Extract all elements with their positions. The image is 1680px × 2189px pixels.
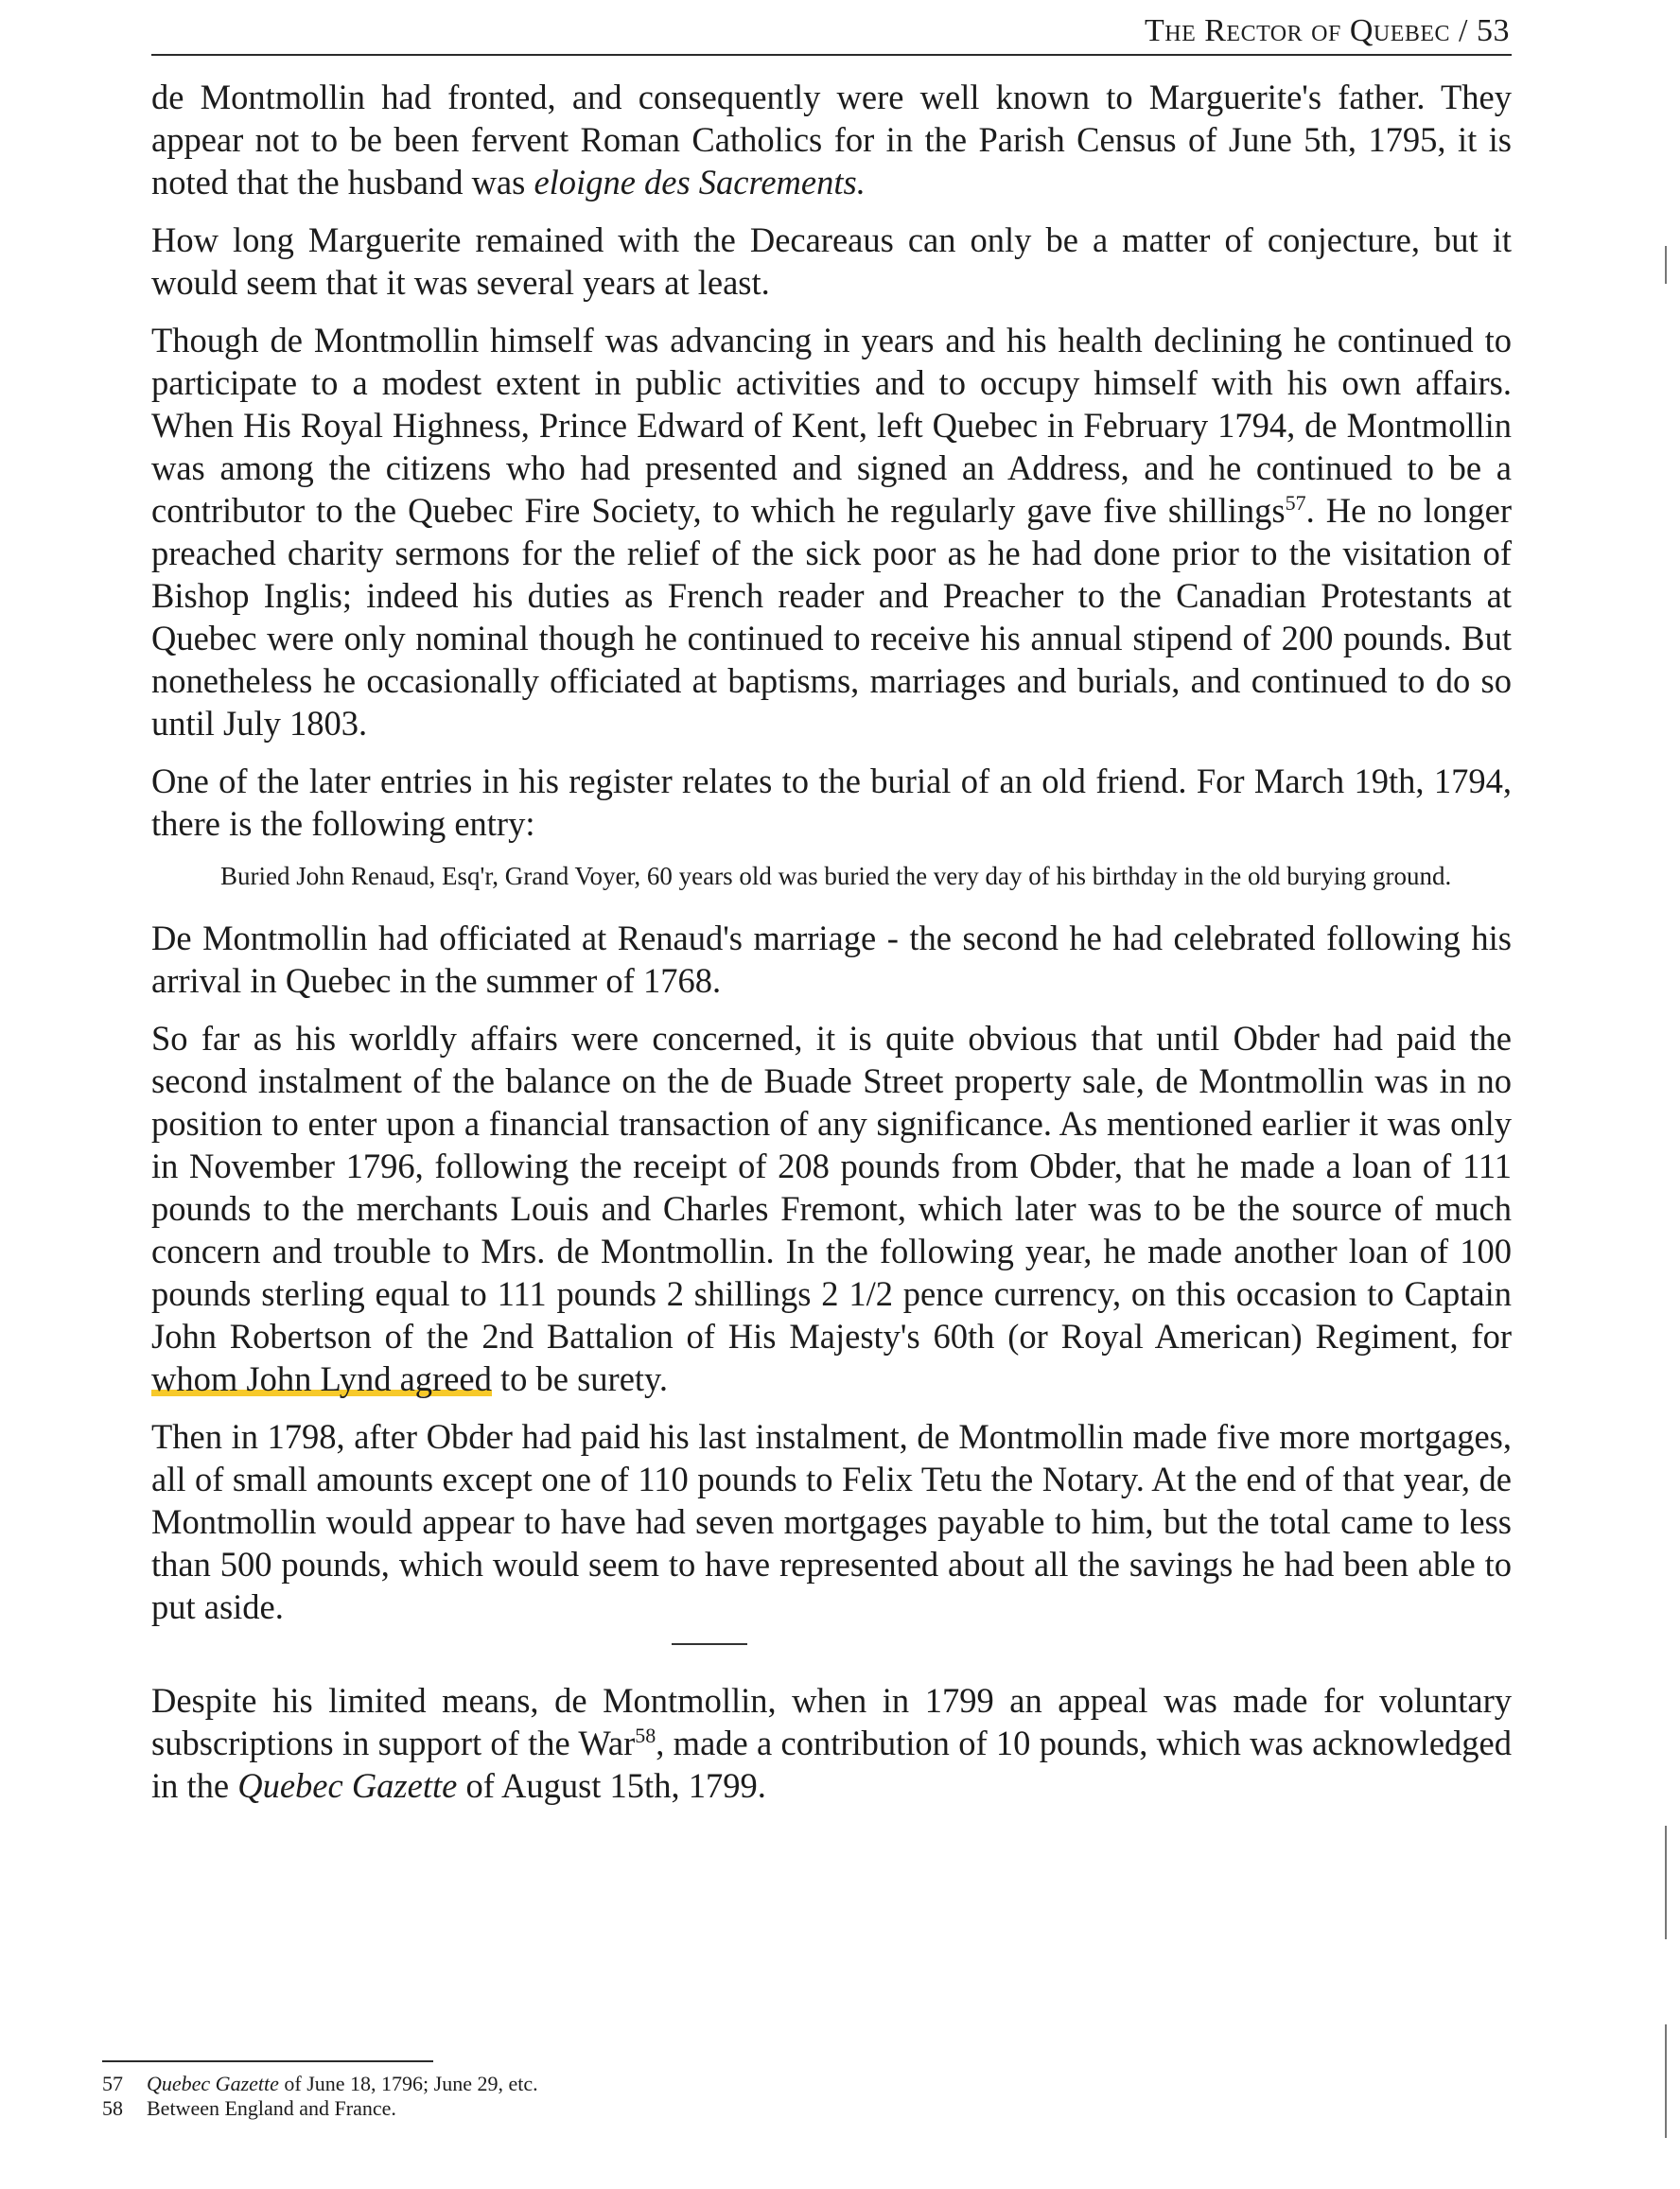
footnote-reference: 58 xyxy=(635,1723,656,1747)
italic-text: Quebec Gazette xyxy=(237,1766,458,1805)
block-quote xyxy=(220,860,1483,892)
text-run: to be surety. xyxy=(491,1359,669,1398)
footnote xyxy=(102,2072,903,2096)
text-run: So far as his worldly affairs were concerned, it is quite obvious that until Obder had paid the second instalment of the balance on the de Buade Street property sale, de Montmollin was in no position to enter upon a financial transaction of any significance. As mentioned earlier it was only in November 1796, following the receipt of 208 pounds from Obder, that he made a loan of 111 pounds to the merchants Louis and Charles Fremont, which later was to be the source of much concern and trouble to Mrs. de Montmollin. In the following year, he made another loan of 100 pounds sterling equal to 111 pounds 2 shillings 2 1/2 pence currency, on this occasion to Captain John Robertson of the 2nd Battalion of His Majesty's 60th (or Royal American) Regiment, for xyxy=(151,1019,1512,1356)
paragraph xyxy=(151,1415,1512,1628)
italic-text: Quebec Gazette xyxy=(147,2072,279,2095)
scan-edge-mark xyxy=(1665,2024,1667,2138)
text-run: Between England and France. xyxy=(147,2096,396,2120)
paragraph xyxy=(151,76,1512,203)
paragraph xyxy=(151,319,1512,744)
text-run: Buried John Renaud, Esq'r, Grand Voyer, 60 years old was buried the very day of his birthday in the old burying ground. xyxy=(220,862,1452,890)
footnote xyxy=(102,2096,903,2121)
paragraph xyxy=(151,917,1512,1002)
text-run: , made a contribution of 10 pounds, which was acknowledged in the xyxy=(151,1724,1512,1805)
section-separator xyxy=(672,1643,747,1645)
text-run: Then in 1798, after Obder had paid his last instalment, de Montmollin made five more mortgages, all of small amounts except one of 110 pounds to Felix Tetu the Notary. At the end of that year, de Montmollin would appear to have had seven mortgages payable to him, but the total came to less than 500 pounds, which would seem to have represented about all the savings he had been able to put aside. xyxy=(151,1417,1512,1626)
text-run: One of the later entries in his register relates to the burial of an old friend. For March 19th, 1794, there is the following entry: xyxy=(151,762,1512,843)
text-run: of August 15th, 1799. xyxy=(457,1766,766,1805)
text-run: How long Marguerite remained with the Decareaus can only be a matter of conjecture, but it would seem that it was several years at least. xyxy=(151,220,1512,302)
italic-text: eloigne des Sacrements. xyxy=(534,163,866,201)
highlighted-text: whom John Lynd agreed xyxy=(151,1359,492,1398)
paragraph xyxy=(151,219,1512,304)
header-rule xyxy=(151,54,1512,56)
text-run: . He no longer preached charity sermons for the relief of the sick poor as he had done prior to the visitation of Bishop Inglis; indeed his duties as French reader and Preacher to the Canadian Protestants at Quebec were only nominal though he continued to receive his annual stipend of 200 pounds. But nonetheless he occasionally officiated at baptisms, marriages and burials, and continued to do so until July 1803. xyxy=(151,491,1513,743)
text-run: Despite his limited means, de Montmollin, when in 1799 an appeal was made for voluntary subscriptions in support of the War xyxy=(151,1681,1512,1762)
footnote-reference: 57 xyxy=(1285,490,1306,515)
scan-edge-mark xyxy=(1665,246,1667,284)
footnotes xyxy=(102,2072,903,2121)
footnote-rule xyxy=(102,2060,433,2062)
text-run: De Montmollin had officiated at Renaud's marriage - the second he had celebrated following his arrival in Quebec in the summer of 1768. xyxy=(151,919,1512,1000)
paragraph xyxy=(151,1017,1512,1400)
body-text xyxy=(151,76,1512,1822)
paragraph xyxy=(151,760,1512,845)
paragraph xyxy=(151,1679,1512,1807)
footnote-number: 58 xyxy=(102,2096,123,2120)
scan-edge-mark xyxy=(1665,1826,1667,1939)
text-run: Though de Montmollin himself was advancing in years and his health declining he continued to participate to a modest extent in public activities and to occupy himself with his own affairs. When His Royal Highness, Prince Edward of Kent, left Quebec in February 1794, de Montmollin was among the citizens who had presented and signed an Address, and he continued to be a contributor to the Quebec Fire Society, to which he regularly gave five shillings xyxy=(151,321,1512,530)
footnote-number: 57 xyxy=(102,2072,123,2095)
text-run: of June 18, 1796; June 29, etc. xyxy=(278,2072,538,2095)
text-run: de Montmollin had fronted, and consequently were well known to Marguerite's father. They appear not to be been fervent Roman Catholics for in the Parish Census of June 5th, 1795, it is noted that the husband was xyxy=(151,78,1512,201)
running-header: The Rector of Quebec / 53 xyxy=(1144,13,1510,48)
